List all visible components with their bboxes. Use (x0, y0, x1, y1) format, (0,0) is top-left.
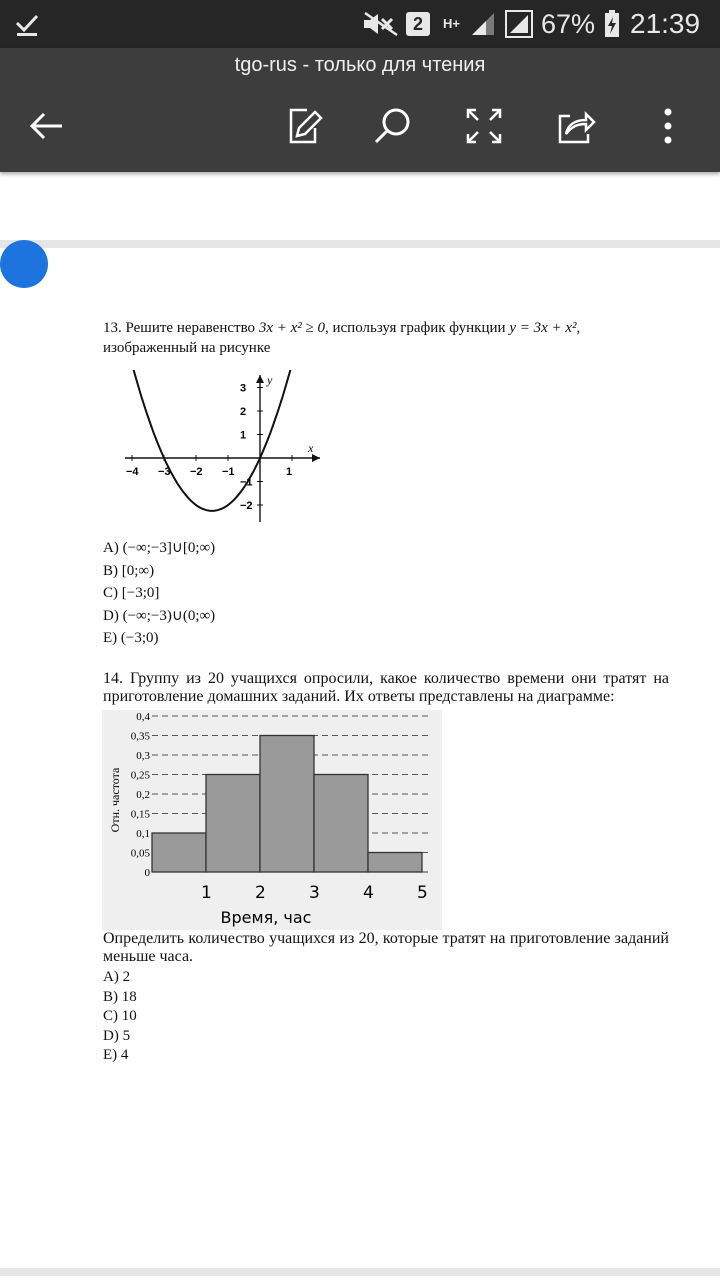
share-button[interactable] (548, 98, 604, 154)
x-axis-title: Время, час (220, 908, 312, 927)
y-tick-label: 0,3 (136, 750, 150, 762)
option-d: D) (−∞;−3)∪(0;∞) (103, 607, 216, 624)
histogram-chart (102, 710, 442, 930)
y-tick-label: −1 (240, 476, 253, 489)
y-axis-title: Отн. частота (108, 767, 122, 833)
y-tick-label: 1 (240, 429, 247, 442)
parabola-curve (120, 370, 310, 511)
y-tick-label: 0 (144, 867, 150, 879)
status-bar (0, 0, 720, 48)
app-toolbar (0, 48, 720, 172)
checkmark-notification-icon (14, 0, 40, 48)
x-tick-label: −2 (190, 466, 203, 478)
histogram-bar (314, 775, 368, 873)
x-tick-label: 1 (286, 466, 293, 478)
document-title: tgo-rus - только для чтения (234, 54, 486, 76)
y-tick-label: 0,05 (130, 847, 150, 860)
question-14-statement: 14. Группу из 20 учащихся опросили, какое количество времени они тратят на приготовление домашних заданий. Их ответы представлены на диаграмме: (103, 670, 669, 705)
back-arrow-icon (26, 106, 66, 146)
option-b: B) [0;∞) (103, 562, 155, 579)
x-tick-label: 4 (363, 883, 374, 903)
question-14-options (103, 968, 137, 1066)
battery-percent: 67% (541, 8, 596, 39)
more-vert-icon (658, 106, 678, 146)
page-separator (0, 240, 720, 248)
search-button[interactable] (364, 98, 420, 154)
option-b: B) 18 (103, 988, 137, 1005)
option-d: D) 5 (103, 1027, 131, 1044)
y-tick-label: 2 (240, 406, 247, 418)
edit-icon (283, 106, 323, 146)
x-tick-label: 2 (255, 883, 266, 903)
signal-box-icon (505, 0, 533, 48)
y-tick-label: 3 (240, 382, 247, 395)
more-options-button[interactable] (640, 98, 696, 154)
mute-icon (362, 0, 400, 48)
x-tick-label: −4 (126, 466, 139, 478)
clock: 21:39 (630, 8, 701, 39)
share-icon (556, 106, 596, 146)
x-tick-label: 5 (417, 883, 428, 903)
parabola-graph (120, 370, 330, 526)
x-tick-label: 1 (201, 883, 212, 903)
y-tick-label: 0,35 (130, 730, 150, 743)
y-tick-label: 0,25 (130, 769, 150, 782)
fullscreen-button[interactable] (456, 98, 512, 154)
x-tick-label: 3 (309, 883, 320, 903)
option-a: A) (−∞;−3]∪[0;∞) (103, 540, 216, 556)
y-tick-label: 0,4 (136, 711, 150, 723)
page-scroll-marker[interactable] (0, 240, 48, 288)
back-button[interactable] (18, 98, 74, 154)
y-tick-label: −2 (240, 500, 253, 512)
x-axis-label: x (308, 441, 314, 455)
option-a: A) 2 (103, 969, 131, 985)
question-14-question: Определить количество учащихся из 20, которые тратят на приготовление заданий меньше часа. (103, 930, 669, 965)
network-type-label: H+ (443, 16, 460, 31)
question-13-statement: 13. Решите неравенство 3x + x² ≥ 0, используя график функции y = 3x + x², (103, 320, 581, 336)
histogram-bar (260, 736, 314, 873)
page-separator (0, 1268, 720, 1276)
option-e: E) 4 (103, 1047, 129, 1064)
option-c: C) 10 (103, 1008, 137, 1025)
x-axis-arrow (312, 454, 320, 462)
histogram-bar (206, 775, 260, 873)
question-13-line2: изображенный на рисунке (103, 340, 271, 356)
histogram-bar (368, 853, 422, 873)
histogram-bar (152, 833, 206, 872)
y-tick-label: 0,1 (136, 828, 150, 840)
battery-charging-icon (604, 0, 620, 48)
option-e: E) (−3;0) (103, 630, 159, 646)
inequality: 3x + x² ≥ 0 (258, 320, 325, 336)
x-tick-label: −3 (158, 466, 171, 478)
signal-icon (470, 0, 496, 48)
y-tick-label: 0,2 (136, 789, 150, 801)
question-13-text (103, 318, 669, 358)
option-c: C) [−3;0] (103, 585, 160, 601)
y-axis-arrow (256, 375, 264, 383)
y-axis-label: y (267, 373, 273, 387)
notification-count-badge: 2 (406, 0, 430, 48)
fullscreen-icon (464, 106, 504, 146)
y-tick-label: 0,15 (130, 808, 150, 821)
search-icon (372, 106, 412, 146)
function-formula: y = 3x + x² (509, 320, 577, 336)
edit-button[interactable] (275, 98, 331, 154)
x-tick-label: −1 (222, 466, 235, 478)
question-13-options (103, 537, 215, 650)
